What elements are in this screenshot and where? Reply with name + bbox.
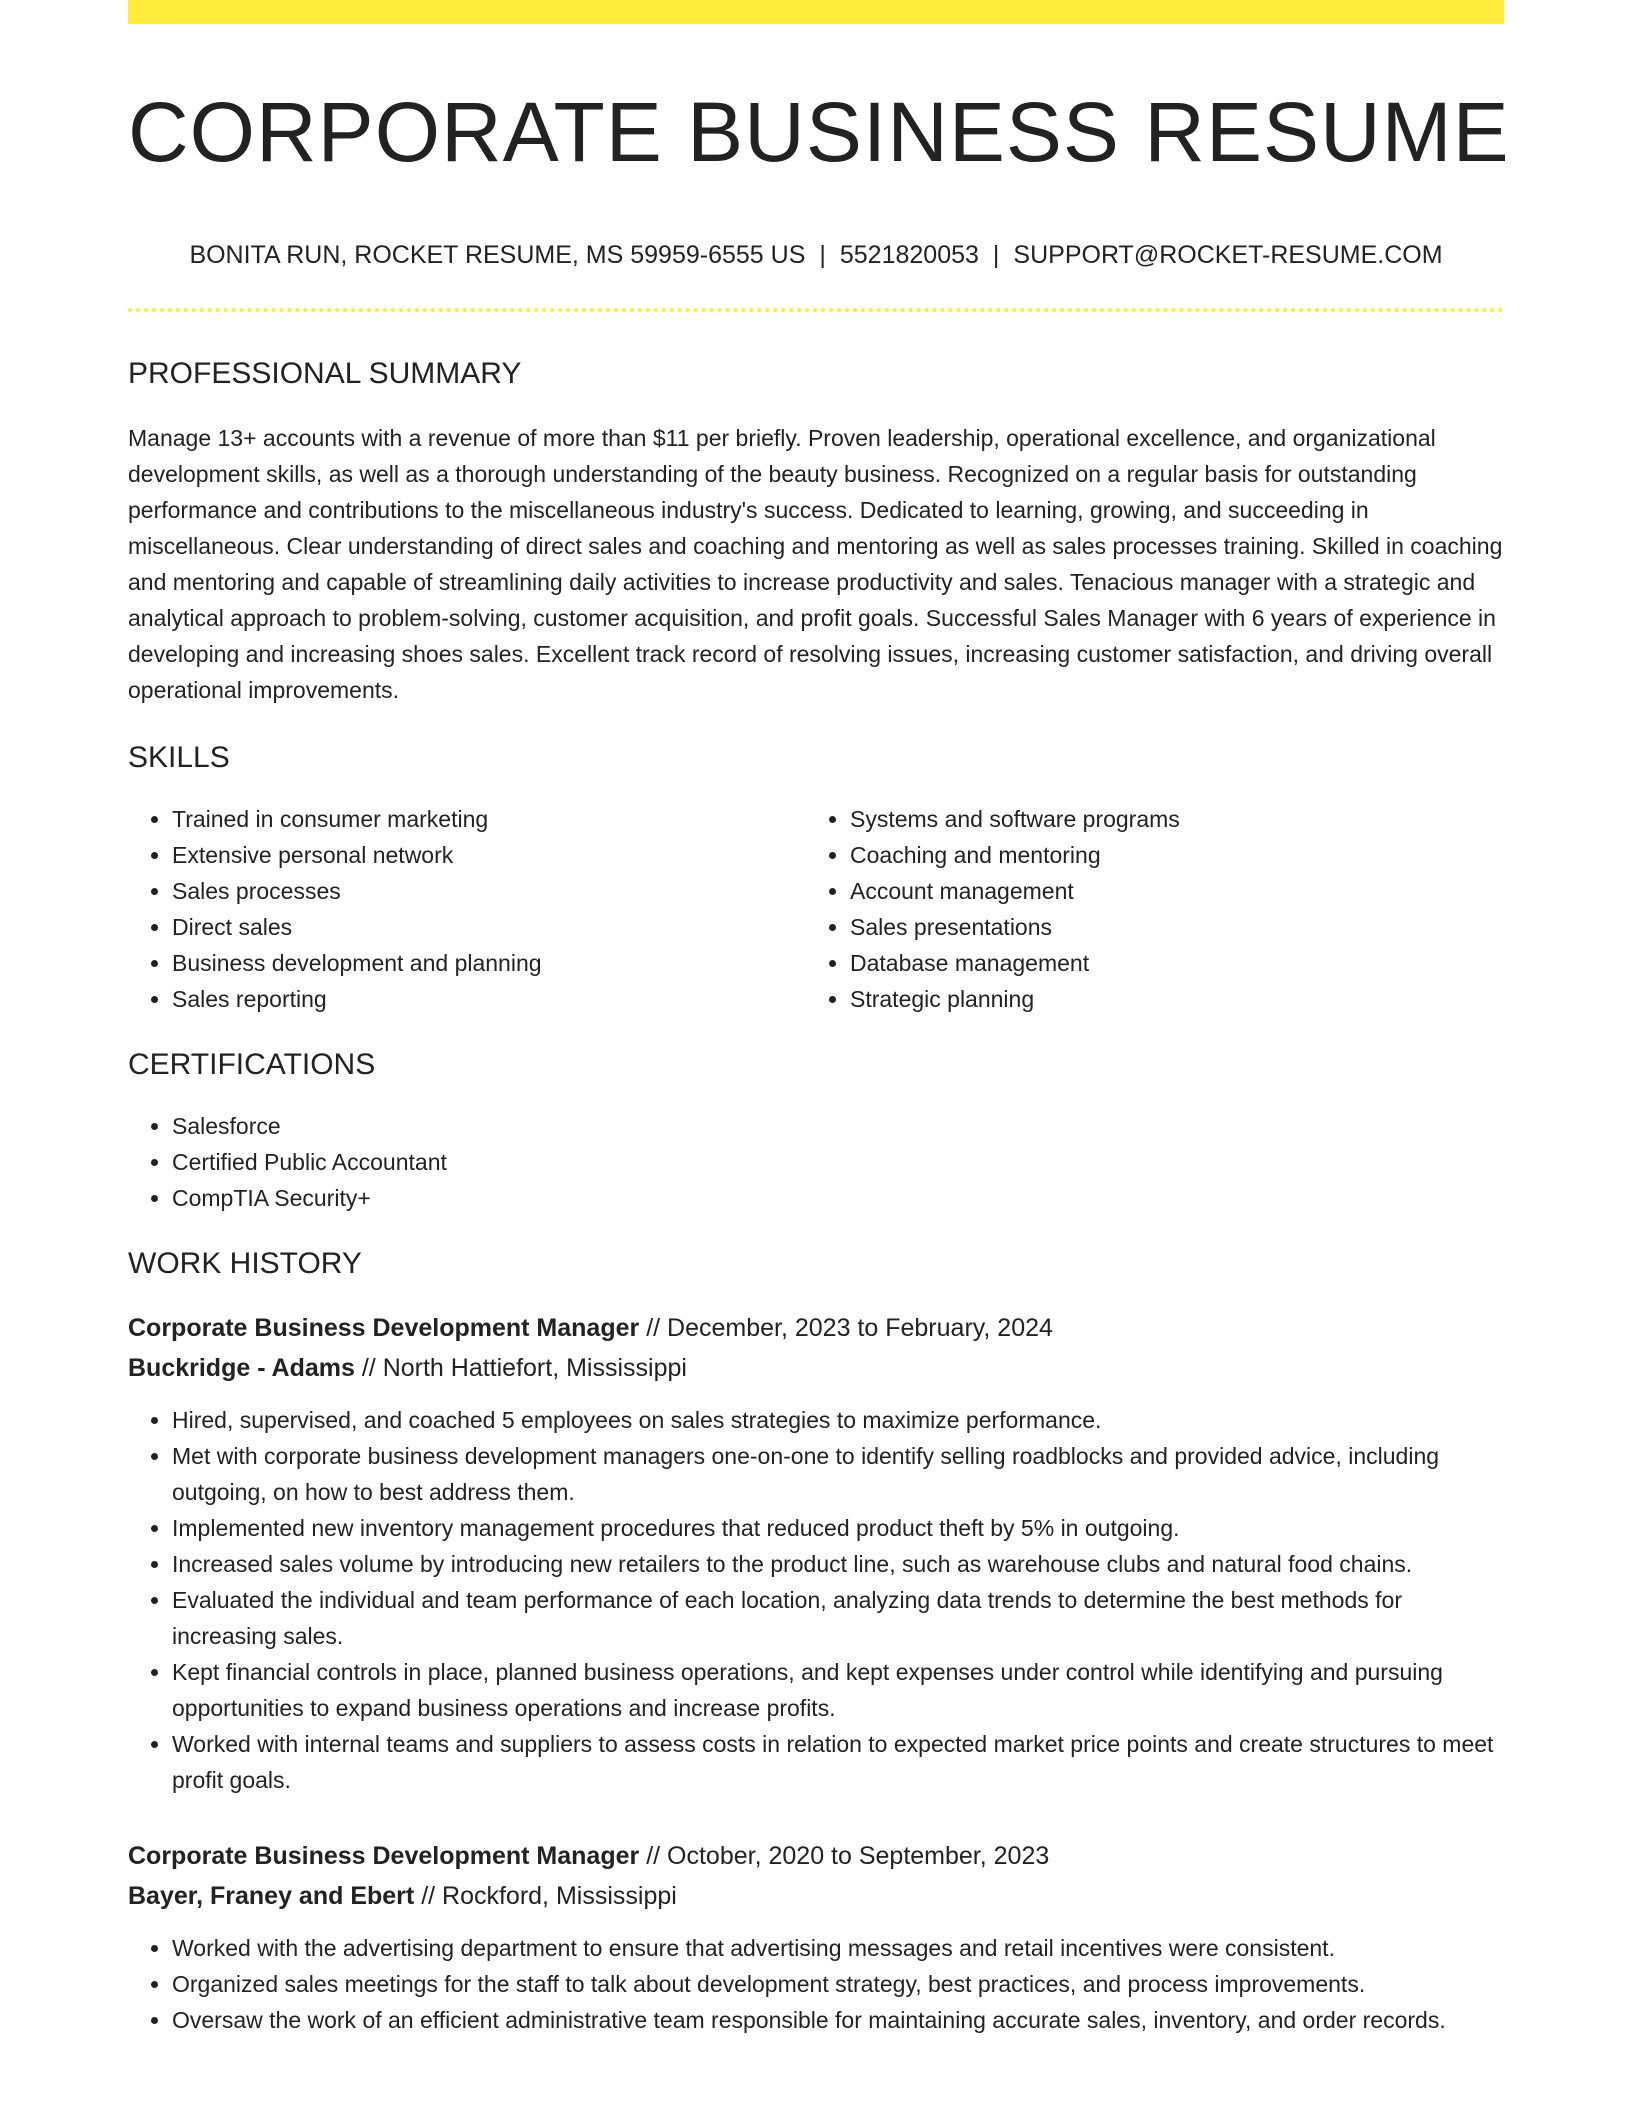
skill-item: • Business development and planning bbox=[172, 945, 806, 981]
job-bullets bbox=[128, 1930, 1504, 2038]
job-bullet: • Oversaw the work of an efficient administrative team responsible for maintaining accurate sales, inventory, and order records. bbox=[172, 2002, 1504, 2038]
job-company: Bayer, Franey and Ebert bbox=[128, 1882, 415, 1911]
job-bullet: • Worked with internal teams and suppliers to assess costs in relation to expected market price points and create structures to meet profit goals. bbox=[172, 1726, 1504, 1798]
job-company-line bbox=[128, 1348, 1504, 1388]
skill-item: • Sales presentations bbox=[850, 909, 1484, 945]
job-entry bbox=[128, 1308, 1504, 1798]
certifications-section bbox=[128, 1047, 1504, 1216]
skill-item: • Coaching and mentoring bbox=[850, 837, 1484, 873]
contact-separator: | bbox=[992, 241, 1000, 270]
job-dates: // December, 2023 to February, 2024 bbox=[646, 1314, 1053, 1343]
contact-address: BONITA RUN, ROCKET RESUME, MS 59959-6555 US bbox=[189, 241, 806, 270]
skill-item: • Sales processes bbox=[172, 873, 806, 909]
skill-item: • Account management bbox=[850, 873, 1484, 909]
job-bullet: • Met with corporate business development managers one-on-one to identify selling roadblocks and provided advice, including outgoing, on how to best address them. bbox=[172, 1438, 1504, 1510]
skill-item: • Extensive personal network bbox=[172, 837, 806, 873]
dotted-divider bbox=[128, 308, 1504, 312]
work-history-heading: WORK HISTORY bbox=[128, 1247, 362, 1281]
job-bullet: • Increased sales volume by introducing new retailers to the product line, such as warehouse clubs and natural food chains. bbox=[172, 1546, 1504, 1582]
work-history-section bbox=[128, 1246, 1504, 2038]
summary-section bbox=[128, 356, 1504, 708]
job-bullet: • Evaluated the individual and team performance of each location, analyzing data trends to determine the best methods for increasing sales. bbox=[172, 1582, 1504, 1654]
summary-heading: PROFESSIONAL SUMMARY bbox=[128, 357, 522, 391]
contact-separator: | bbox=[819, 241, 826, 270]
skills-left-list bbox=[128, 801, 806, 1017]
contact-line bbox=[128, 240, 1504, 270]
certification-item: • CompTIA Security+ bbox=[172, 1180, 1504, 1216]
job-title: Corporate Business Development Manager bbox=[128, 1842, 640, 1871]
job-title-line bbox=[128, 1308, 1504, 1348]
contact-phone: 5521820053 bbox=[839, 241, 979, 270]
skill-item: • Database management bbox=[850, 945, 1484, 981]
job-bullet: • Implemented new inventory management procedures that reduced product theft by 5% in outgoing. bbox=[172, 1510, 1504, 1546]
skills-heading: SKILLS bbox=[128, 741, 230, 775]
accent-top-bar bbox=[128, 0, 1504, 24]
job-bullet: • Hired, supervised, and coached 5 employees on sales strategies to maximize performance. bbox=[172, 1402, 1504, 1438]
skills-grid bbox=[128, 801, 1504, 1017]
job-bullet: • Kept financial controls in place, planned business operations, and kept expenses under control while identifying and pursuing opportunities to expand business operations and increase profits. bbox=[172, 1654, 1504, 1726]
skill-item: • Trained in consumer marketing bbox=[172, 801, 806, 837]
job-entry bbox=[128, 1836, 1504, 2038]
certification-item: • Certified Public Accountant bbox=[172, 1144, 1504, 1180]
resume-title: CORPORATE BUSINESS RESUME bbox=[128, 85, 1510, 179]
job-title-line bbox=[128, 1836, 1504, 1876]
summary-text: Manage 13+ accounts with a revenue of more than $11 per briefly. Proven leadership, operational excellence, and organizational development skills, as well as a thorough understanding of the beauty business. Recognized on a regular basis for outstanding performance and contributions to the miscellaneous industry's success. Dedicated to learning, growing, and succeeding in miscellaneous. Clear understanding of direct sales and coaching and mentoring as well as sales processes training. Skilled in coaching and mentoring and capable of streamlining daily activities to increase productivity and sales. Tenacious manager with a strategic and analytical approach to problem-solving, customer acquisition, and profit goals. Successful Sales Manager with 6 years of experience in developing and increasing shoes sales. Excellent track record of resolving issues, increasing customer satisfaction, and driving overall operational improvements. bbox=[128, 425, 1503, 704]
skill-item: • Sales reporting bbox=[172, 981, 806, 1017]
skills-right-list bbox=[806, 801, 1484, 1017]
resume-page bbox=[128, 0, 1510, 2038]
skill-item: • Strategic planning bbox=[850, 981, 1484, 1017]
certifications-heading: CERTIFICATIONS bbox=[128, 1048, 376, 1082]
job-bullet: • Worked with the advertising department to ensure that advertising messages and retail incentives were consistent. bbox=[172, 1930, 1504, 1966]
job-dates: // October, 2020 to September, 2023 bbox=[646, 1842, 1050, 1871]
job-title: Corporate Business Development Manager bbox=[128, 1314, 640, 1343]
job-bullets bbox=[128, 1402, 1504, 1798]
certifications-list bbox=[128, 1108, 1504, 1216]
job-company: Buckridge - Adams bbox=[128, 1354, 355, 1383]
skills-section bbox=[128, 740, 1504, 1017]
job-bullet: • Organized sales meetings for the staff to talk about development strategy, best practices, and process improvements. bbox=[172, 1966, 1504, 2002]
skill-item: • Direct sales bbox=[172, 909, 806, 945]
job-location: // Rockford, Mississippi bbox=[421, 1882, 677, 1911]
certification-item: • Salesforce bbox=[172, 1108, 1504, 1144]
contact-email: SUPPORT@ROCKET-RESUME.COM bbox=[1013, 241, 1443, 270]
job-company-line bbox=[128, 1876, 1504, 1916]
skill-item: • Systems and software programs bbox=[850, 801, 1484, 837]
job-location: // North Hattiefort, Mississippi bbox=[361, 1354, 687, 1383]
